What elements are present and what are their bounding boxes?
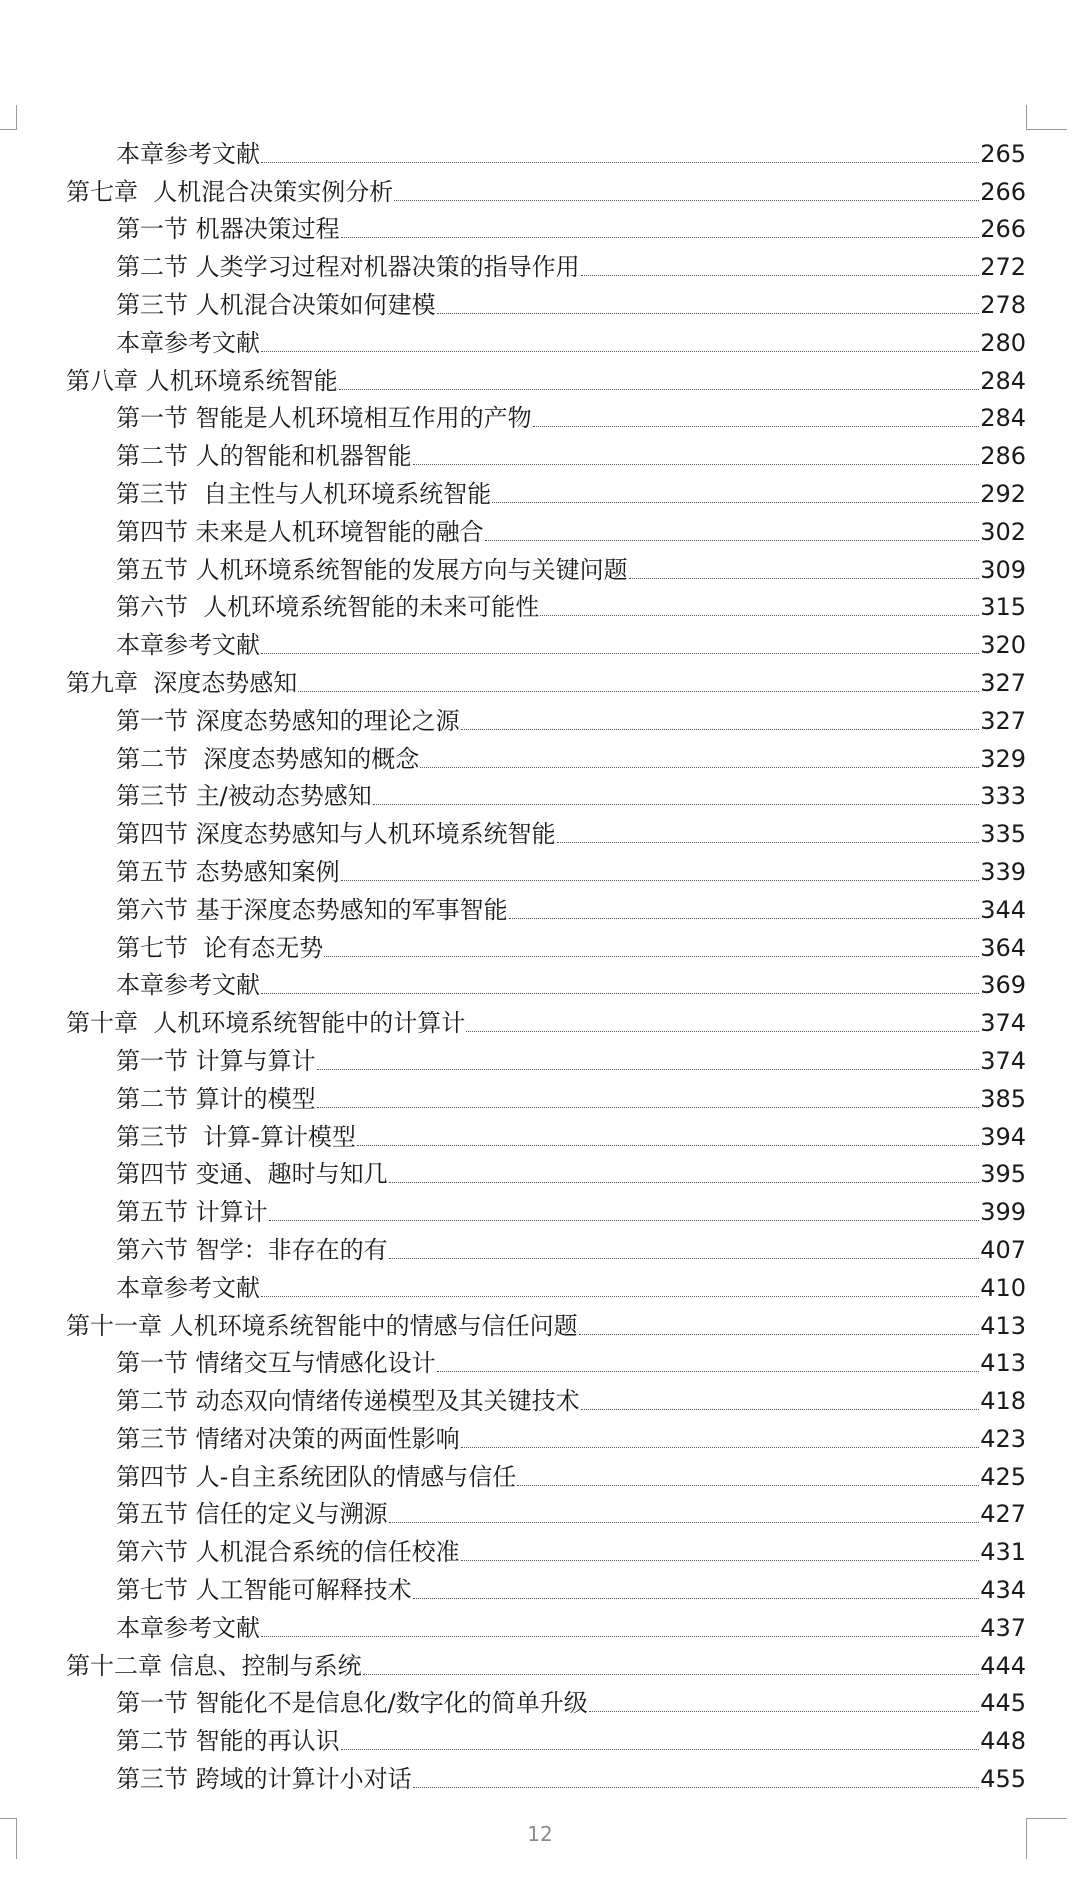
toc-entry-title: 第七章 人机混合决策实例分析 — [66, 177, 394, 206]
toc-section-entry[interactable] — [0, 1570, 1080, 1608]
toc-entry-title: 第二节 深度态势感知的概念 — [116, 744, 420, 773]
toc-entry-title: 本章参考文献 — [116, 1273, 260, 1302]
toc-section-entry[interactable] — [0, 1079, 1080, 1117]
toc-section-entry[interactable] — [0, 1608, 1080, 1646]
toc-entry-page: 427 — [980, 1500, 1026, 1529]
toc-entry-page: 327 — [980, 668, 1026, 697]
toc-section-entry[interactable] — [0, 1268, 1080, 1306]
toc-entry-page: 448 — [980, 1727, 1026, 1756]
toc-entry-title: 第四节 变通、趣时与知几 — [116, 1160, 388, 1189]
dot-leader — [589, 1711, 979, 1712]
dot-leader — [557, 842, 979, 843]
toc-entry-title: 第一节 智能是人机环境相互作用的产物 — [116, 404, 532, 433]
toc-entry-page: 315 — [980, 593, 1026, 622]
toc-entry-page: 444 — [980, 1651, 1026, 1680]
toc-entry-page: 395 — [980, 1160, 1026, 1189]
dot-leader — [341, 1749, 979, 1750]
dot-leader — [341, 880, 979, 881]
dot-leader — [317, 1107, 979, 1108]
toc-entry-page: 272 — [980, 253, 1026, 282]
toc-entry-page: 335 — [980, 820, 1026, 849]
toc-section-entry[interactable] — [0, 1721, 1080, 1759]
toc-entry-title: 本章参考文献 — [116, 328, 260, 357]
toc-entry-page: 284 — [980, 404, 1026, 433]
dot-leader — [437, 1371, 979, 1372]
toc-entry-title: 第三节 自主性与人机环境系统智能 — [116, 479, 492, 508]
toc-chapter-entry[interactable] — [0, 361, 1080, 399]
toc-entry-page: 286 — [980, 442, 1026, 471]
toc-entry-title: 第七节 人工智能可解释技术 — [116, 1576, 412, 1605]
dot-leader — [461, 1560, 979, 1561]
page-number: 12 — [527, 1822, 553, 1846]
toc-entry-page: 455 — [980, 1765, 1026, 1794]
toc-chapter-entry[interactable] — [0, 172, 1080, 210]
toc-entry-title: 第五节 信任的定义与溯源 — [116, 1500, 388, 1529]
dot-leader — [461, 1447, 979, 1448]
toc-entry-title: 第十二章 信息、控制与系统 — [66, 1651, 362, 1680]
dot-leader — [261, 162, 979, 163]
dot-leader — [533, 426, 979, 427]
toc-entry-page: 418 — [980, 1387, 1026, 1416]
toc-entry-page: 425 — [980, 1462, 1026, 1491]
toc-entry-page: 410 — [980, 1273, 1026, 1302]
dot-leader — [461, 729, 979, 730]
crop-mark-top-right — [1026, 105, 1067, 130]
toc-entry-title: 第一节 计算与算计 — [116, 1046, 316, 1075]
dot-leader — [413, 1598, 979, 1599]
toc-entry-page: 284 — [980, 366, 1026, 395]
toc-section-entry[interactable] — [0, 739, 1080, 777]
dot-leader — [363, 1674, 979, 1675]
toc-entry-title: 第四节 人-自主系统团队的情感与信任 — [116, 1462, 517, 1491]
toc-entry-page: 280 — [980, 328, 1026, 357]
toc-section-entry[interactable] — [0, 474, 1080, 512]
dot-leader — [269, 1220, 979, 1221]
toc-entry-page: 278 — [980, 290, 1026, 319]
toc-entry-title: 第六节 基于深度态势感知的军事智能 — [116, 895, 508, 924]
toc-chapter-entry[interactable] — [0, 1646, 1080, 1684]
toc-section-entry[interactable] — [0, 1192, 1080, 1230]
dot-leader — [339, 389, 979, 390]
toc-entry-title: 第一节 机器决策过程 — [116, 215, 340, 244]
dot-leader — [629, 578, 979, 579]
toc-entry-title: 第三节 人机混合决策如何建模 — [116, 290, 436, 319]
toc-section-entry[interactable] — [0, 852, 1080, 890]
toc-section-entry[interactable] — [0, 210, 1080, 248]
toc-entry-page: 344 — [980, 895, 1026, 924]
toc-entry-page: 434 — [980, 1576, 1026, 1605]
dot-leader — [540, 615, 979, 616]
toc-entry-page: 369 — [980, 971, 1026, 1000]
dot-leader — [389, 1182, 979, 1183]
toc-section-entry[interactable] — [0, 928, 1080, 966]
toc-section-entry[interactable] — [0, 550, 1080, 588]
toc-section-entry[interactable] — [0, 1041, 1080, 1079]
dot-leader — [389, 1522, 979, 1523]
dot-leader — [317, 1069, 979, 1070]
dot-leader — [466, 1031, 979, 1032]
toc-entry-title: 第五节 态势感知案例 — [116, 857, 340, 886]
toc-entry-title: 第二节 人的智能和机器智能 — [116, 442, 412, 471]
dot-leader — [261, 1636, 979, 1637]
toc-entry-page: 437 — [980, 1613, 1026, 1642]
toc-entry-page: 385 — [980, 1084, 1026, 1113]
toc-entry-title: 第一节 智能化不是信息化/数字化的简单升级 — [116, 1689, 588, 1718]
toc-section-entry[interactable] — [0, 512, 1080, 550]
toc-entry-title: 本章参考文献 — [116, 1613, 260, 1642]
dot-leader — [579, 1334, 979, 1335]
dot-leader — [261, 993, 979, 994]
dot-leader — [420, 767, 979, 768]
toc-section-entry[interactable] — [0, 588, 1080, 626]
toc-section-entry[interactable] — [0, 323, 1080, 361]
dot-leader — [298, 691, 979, 692]
dot-leader — [413, 464, 979, 465]
toc-entry-title: 第六节 人机混合系统的信任校准 — [116, 1538, 460, 1567]
toc-entry-title: 第六节 人机环境系统智能的未来可能性 — [116, 593, 540, 622]
dot-leader — [261, 653, 979, 654]
toc-section-entry[interactable] — [0, 1117, 1080, 1155]
toc-chapter-entry[interactable] — [0, 663, 1080, 701]
dot-leader — [437, 313, 979, 314]
toc-entry-page: 292 — [980, 479, 1026, 508]
toc-entry-title: 第三节 计算-算计模型 — [116, 1122, 356, 1151]
toc-section-entry[interactable] — [0, 285, 1080, 323]
dot-leader — [581, 275, 979, 276]
dot-leader — [394, 200, 979, 201]
toc-section-entry[interactable] — [0, 1419, 1080, 1457]
toc-entry-title: 第八章 人机环境系统智能 — [66, 366, 338, 395]
toc-entry-title: 第二节 人类学习过程对机器决策的指导作用 — [116, 253, 580, 282]
toc-entry-page: 413 — [980, 1311, 1026, 1340]
toc-entry-title: 第四节 深度态势感知与人机环境系统智能 — [116, 820, 556, 849]
toc-entry-page: 333 — [980, 782, 1026, 811]
dot-leader — [389, 1258, 979, 1259]
toc-entry-page: 265 — [980, 139, 1026, 168]
toc-section-entry[interactable] — [0, 777, 1080, 815]
toc-entry-page: 413 — [980, 1349, 1026, 1378]
toc-section-entry[interactable] — [0, 1457, 1080, 1495]
toc-section-entry[interactable] — [0, 1759, 1080, 1797]
dot-leader — [492, 502, 979, 503]
toc-entry-page: 423 — [980, 1424, 1026, 1453]
toc-entry-page: 394 — [980, 1122, 1026, 1151]
toc-entry-page: 309 — [980, 555, 1026, 584]
toc-entry-title: 第一节 情绪交互与情感化设计 — [116, 1349, 436, 1378]
toc-entry-page: 302 — [980, 517, 1026, 546]
toc-section-entry[interactable] — [0, 1495, 1080, 1533]
toc-section-entry[interactable] — [0, 625, 1080, 663]
toc-section-entry[interactable] — [0, 1155, 1080, 1193]
toc-chapter-entry[interactable] — [0, 1306, 1080, 1344]
toc-entry-page: 320 — [980, 631, 1026, 660]
toc-entry-page: 445 — [980, 1689, 1026, 1718]
toc-chapter-entry[interactable] — [0, 1003, 1080, 1041]
toc-entry-title: 本章参考文献 — [116, 139, 260, 168]
toc-section-entry[interactable] — [0, 701, 1080, 739]
toc-entry-title: 第五节 人机环境系统智能的发展方向与关键问题 — [116, 555, 628, 584]
toc-entry-page: 339 — [980, 857, 1026, 886]
dot-leader — [485, 540, 979, 541]
toc-entry-title: 第五节 计算计 — [116, 1198, 268, 1227]
toc-entry-title: 第二节 智能的再认识 — [116, 1727, 340, 1756]
toc-section-entry[interactable] — [0, 247, 1080, 285]
toc-entry-title: 第十一章 人机环境系统智能中的情感与信任问题 — [66, 1311, 578, 1340]
dot-leader — [357, 1145, 979, 1146]
toc-entry-title: 第六节 智学：非存在的有 — [116, 1235, 388, 1264]
toc-entry-page: 329 — [980, 744, 1026, 773]
dot-leader — [413, 1787, 979, 1788]
dot-leader — [517, 1485, 979, 1486]
toc-entry-title: 第三节 跨域的计算计小对话 — [116, 1765, 412, 1794]
dot-leader — [324, 956, 979, 957]
toc-entry-page: 374 — [980, 1009, 1026, 1038]
toc-entry-page: 431 — [980, 1538, 1026, 1567]
toc-entry-title: 第七节 论有态无势 — [116, 933, 324, 962]
toc-entry-title: 第十章 人机环境系统智能中的计算计 — [66, 1009, 466, 1038]
toc-section-entry[interactable] — [0, 1381, 1080, 1419]
toc-section-entry[interactable] — [0, 1684, 1080, 1722]
toc-section-entry[interactable] — [0, 890, 1080, 928]
toc-entry-title: 本章参考文献 — [116, 631, 260, 660]
toc-entry-page: 327 — [980, 706, 1026, 735]
table-of-contents — [0, 134, 1080, 1797]
dot-leader — [261, 1296, 979, 1297]
toc-entry-title: 第一节 深度态势感知的理论之源 — [116, 706, 460, 735]
dot-leader — [509, 918, 979, 919]
toc-entry-title: 第四节 未来是人机环境智能的融合 — [116, 517, 484, 546]
toc-entry-title: 第九章 深度态势感知 — [66, 668, 298, 697]
toc-entry-page: 266 — [980, 215, 1026, 244]
toc-section-entry[interactable] — [0, 966, 1080, 1004]
toc-entry-page: 399 — [980, 1198, 1026, 1227]
toc-entry-page: 364 — [980, 933, 1026, 962]
dot-leader — [341, 237, 979, 238]
toc-section-entry[interactable] — [0, 134, 1080, 172]
toc-entry-title: 第三节 情绪对决策的两面性影响 — [116, 1424, 460, 1453]
toc-section-entry[interactable] — [0, 436, 1080, 474]
toc-entry-title: 第二节 动态双向情绪传递模型及其关键技术 — [116, 1387, 580, 1416]
toc-section-entry[interactable] — [0, 1230, 1080, 1268]
toc-entry-title: 第三节 主/被动态势感知 — [116, 782, 372, 811]
dot-leader — [581, 1409, 979, 1410]
toc-section-entry[interactable] — [0, 814, 1080, 852]
toc-entry-page: 407 — [980, 1235, 1026, 1264]
toc-section-entry[interactable] — [0, 1532, 1080, 1570]
toc-entry-page: 266 — [980, 177, 1026, 206]
crop-mark-top-left — [0, 105, 17, 130]
toc-section-entry[interactable] — [0, 399, 1080, 437]
dot-leader — [373, 804, 979, 805]
toc-entry-title: 第二节 算计的模型 — [116, 1084, 316, 1113]
toc-entry-title: 本章参考文献 — [116, 971, 260, 1000]
dot-leader — [261, 351, 979, 352]
toc-section-entry[interactable] — [0, 1344, 1080, 1382]
toc-entry-page: 374 — [980, 1046, 1026, 1075]
